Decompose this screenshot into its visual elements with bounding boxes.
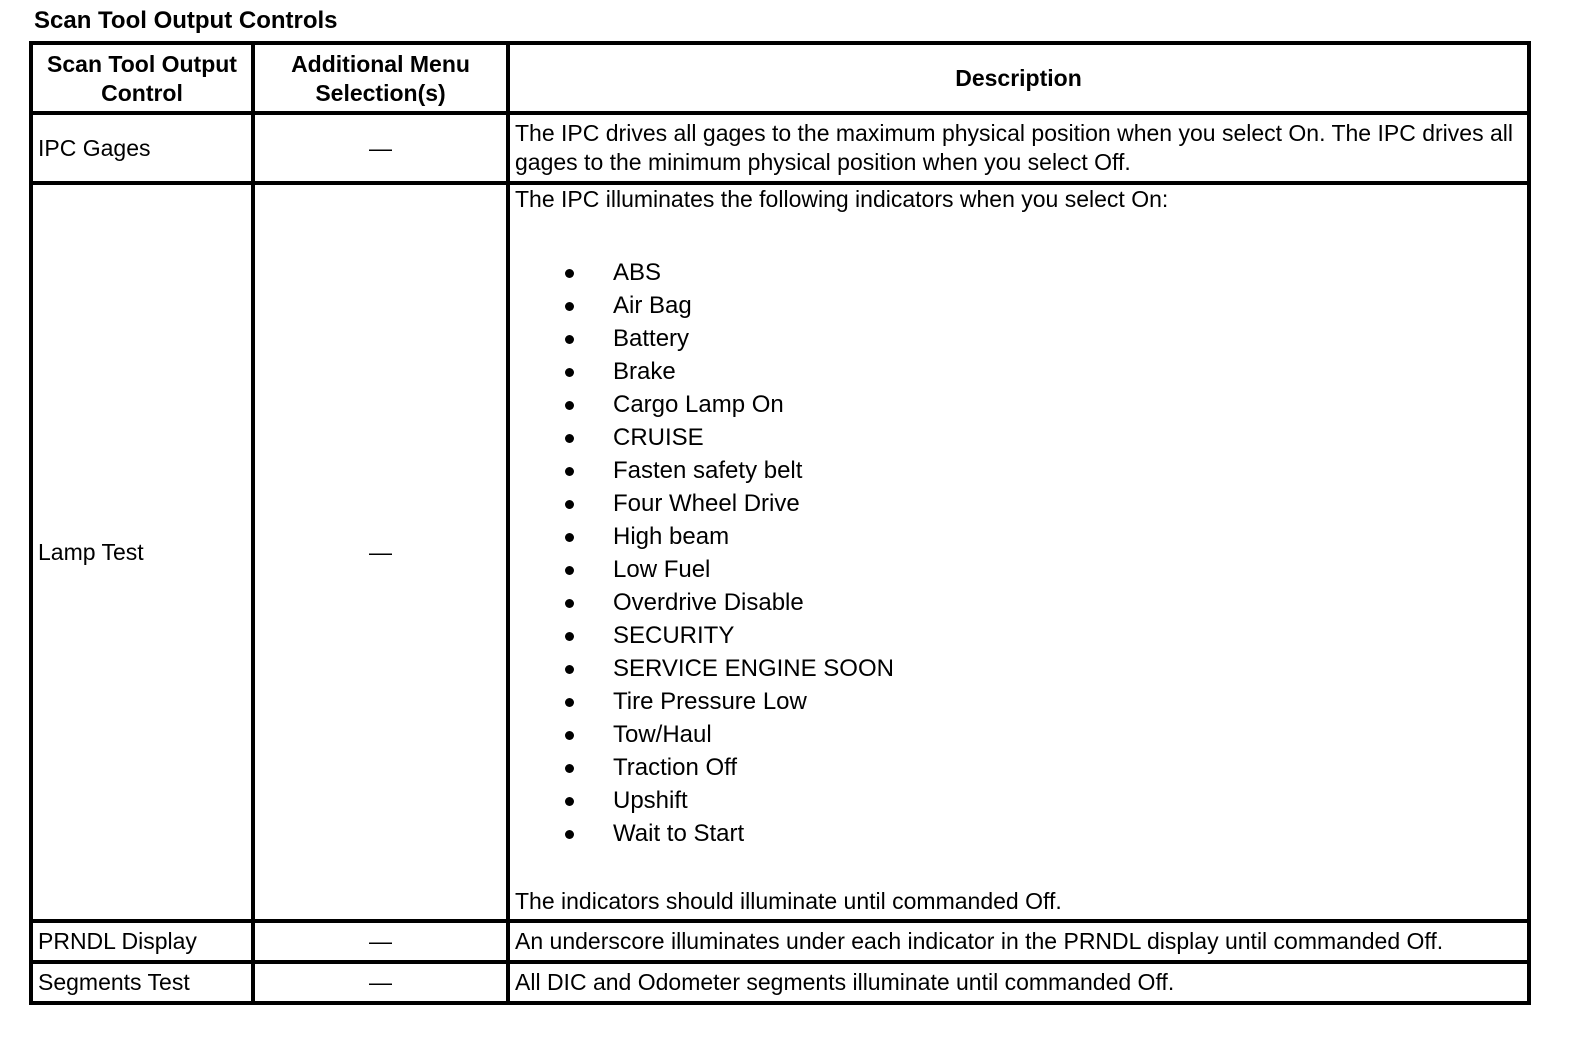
table-row-prndl-display: [31, 921, 1529, 962]
page-title: Scan Tool Output Controls: [34, 7, 338, 34]
table-row-lamp-test: [31, 183, 1529, 921]
table-row-ipc-gages: [31, 113, 1529, 183]
menu-selection: —: [253, 183, 508, 921]
description-text: The IPC drives all gages to the maximum physical position when you select On. The IPC drives all gages to the minimum physical position when you select Off.: [508, 113, 1529, 183]
control-name: Segments Test: [31, 962, 253, 1003]
indicator-list: [515, 256, 1522, 850]
output-controls-table: [29, 41, 1531, 1005]
description-outro: The indicators should illuminate until commanded Off.: [515, 888, 1062, 914]
header-row: [31, 43, 1529, 113]
description-text: All DIC and Odometer segments illuminate until commanded Off.: [508, 962, 1529, 1003]
list-item: Traction Off: [515, 751, 1522, 784]
menu-selection: —: [253, 113, 508, 183]
list-item: Fasten safety belt: [515, 454, 1522, 487]
list-item: Wait to Start: [515, 817, 1522, 850]
list-item: Cargo Lamp On: [515, 388, 1522, 421]
list-item: Battery: [515, 322, 1522, 355]
list-item: Tow/Haul: [515, 718, 1522, 751]
menu-selection: —: [253, 962, 508, 1003]
control-name: IPC Gages: [31, 113, 253, 183]
list-item: SECURITY: [515, 619, 1522, 652]
list-item: Overdrive Disable: [515, 586, 1522, 619]
header-control: Scan Tool Output Control: [31, 43, 253, 113]
description-cell: [508, 183, 1529, 921]
header-selection: Additional Menu Selection(s): [253, 43, 508, 113]
list-item: Four Wheel Drive: [515, 487, 1522, 520]
table-row-segments-test: [31, 962, 1529, 1003]
list-item: SERVICE ENGINE SOON: [515, 652, 1522, 685]
list-item: Air Bag: [515, 289, 1522, 322]
control-name: Lamp Test: [31, 183, 253, 921]
list-item: ABS: [515, 256, 1522, 289]
list-item: Low Fuel: [515, 553, 1522, 586]
list-item: Upshift: [515, 784, 1522, 817]
menu-selection: —: [253, 921, 508, 962]
header-description: Description: [508, 43, 1529, 113]
description-intro: The IPC illuminates the following indicators when you select On:: [515, 186, 1169, 212]
list-item: High beam: [515, 520, 1522, 553]
control-name: PRNDL Display: [31, 921, 253, 962]
list-item: CRUISE: [515, 421, 1522, 454]
list-item: Brake: [515, 355, 1522, 388]
list-item: Tire Pressure Low: [515, 685, 1522, 718]
description-text: An underscore illuminates under each indicator in the PRNDL display until commanded Off.: [508, 921, 1529, 962]
